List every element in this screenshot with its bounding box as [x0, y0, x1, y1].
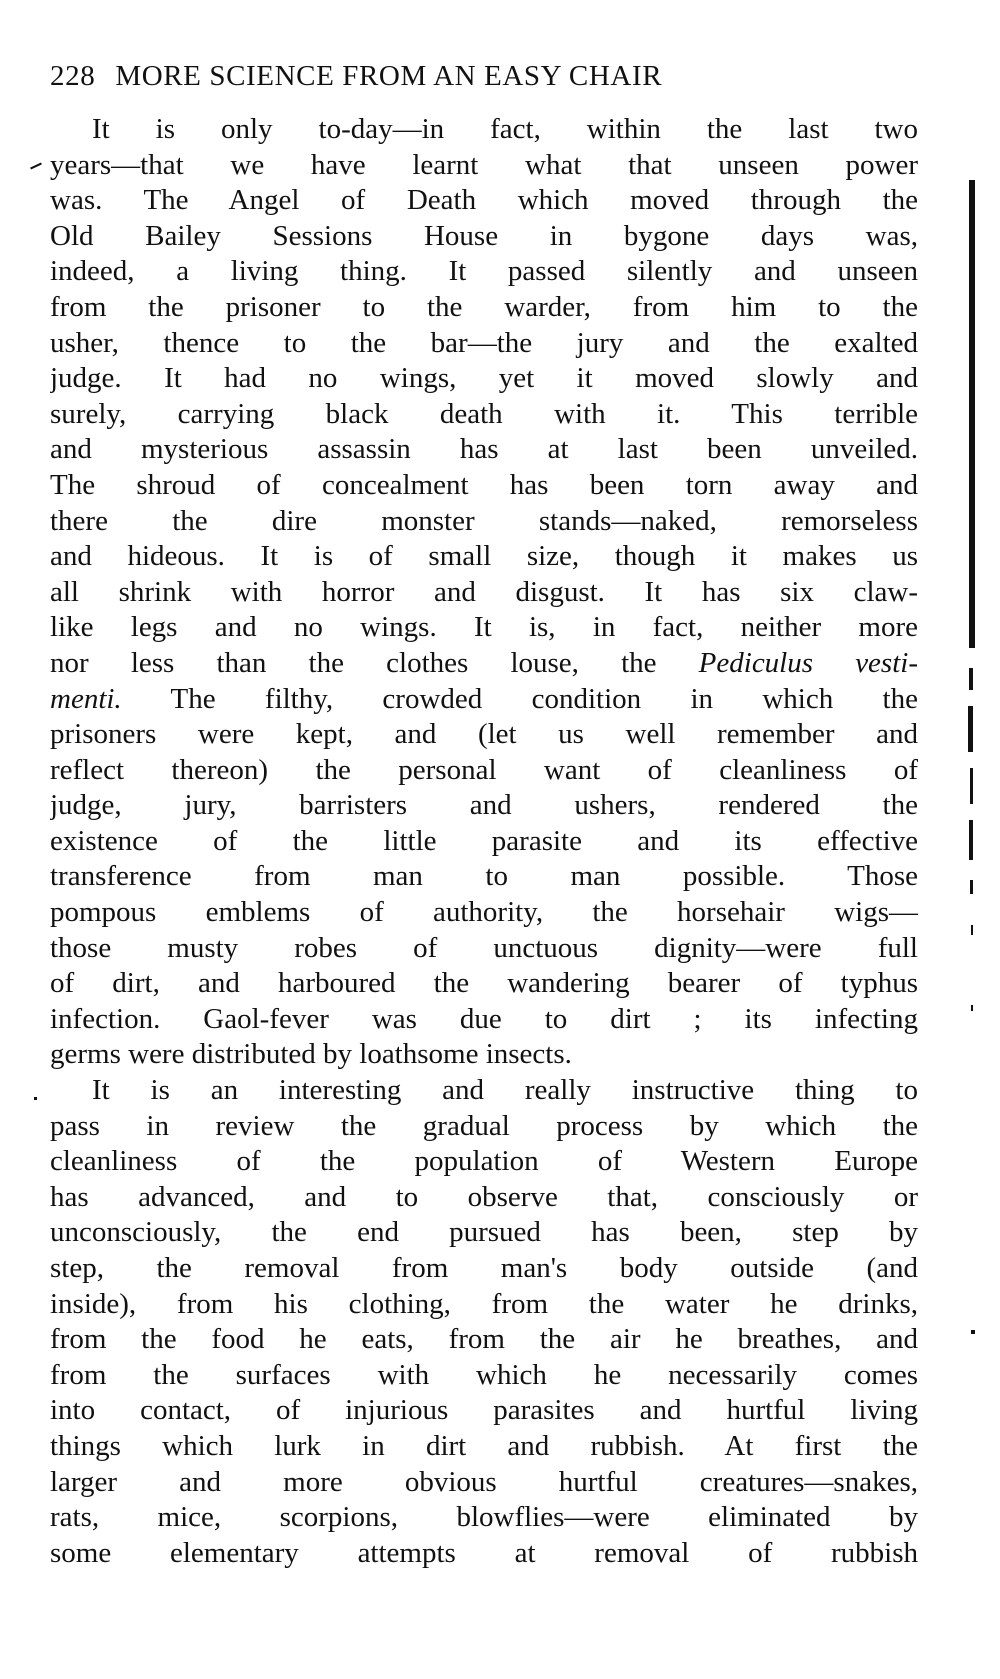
text-line: surely, carrying black death with it. This terrible [50, 397, 918, 430]
text-line: there the dire monster stands—naked, remorseless [50, 504, 918, 537]
margin-scan-mark [969, 820, 973, 860]
text-line: into contact, of injurious parasites and hurtful living [50, 1394, 918, 1427]
text-line: from the surfaces with which he necessarily comes [50, 1358, 918, 1391]
text-line: infection. Gaol-fever was due to dirt ; its infecting [50, 1002, 918, 1035]
text-line: indeed, a living thing. It passed silently and unseen [50, 255, 918, 288]
margin-scan-mark [34, 1097, 37, 1100]
text-fragment: nor less than the clothes louse, the [50, 646, 699, 679]
text-line: existence of the little parasite and its effective [50, 824, 918, 857]
text-line [50, 646, 918, 682]
text-line: all shrink with horror and disgust. It has six claw- [50, 575, 918, 608]
text-line: germs were distributed by loathsome insects. [50, 1038, 572, 1071]
text-line: It is only to-day—in fact, within the last two [92, 113, 918, 145]
text-line [50, 682, 918, 718]
text-line: was. The Angel of Death which moved through the [50, 184, 918, 217]
text-line: some elementary attempts at removal of rubbish [50, 1536, 918, 1569]
text-line: from the prisoner to the warder, from him to the [50, 290, 918, 323]
text-line: and hideous. It is of small size, though it makes us [50, 540, 918, 573]
text-line: The shroud of concealment has been torn away and [50, 468, 918, 501]
text-line: of dirt, and harboured the wandering bearer of typhus [50, 967, 918, 1000]
text-line: things which lurk in dirt and rubbish. At first the [50, 1429, 918, 1462]
text-line: judge, jury, barristers and ushers, rendered the [50, 789, 918, 822]
running-header [50, 60, 918, 93]
text-line: pass in review the gradual process by which the [50, 1109, 918, 1142]
margin-scan-mark [968, 706, 973, 752]
margin-scan-mark [30, 163, 42, 170]
text-line: Old Bailey Sessions House in bygone days was, [50, 219, 918, 252]
text-line: and mysterious assassin has at last been unveiled. [50, 433, 918, 466]
running-title: MORE SCIENCE FROM AN EASY CHAIR [115, 60, 663, 92]
italic-species-name: Pediculus vesti- [698, 646, 918, 679]
text-line: has advanced, and to observe that, consciously or [50, 1180, 918, 1213]
text-line: judge. It had no wings, yet it moved slowly and [50, 362, 918, 395]
text-line: rats, mice, scorpions, blowflies—were eliminated by [50, 1501, 918, 1534]
margin-scan-mark [971, 925, 973, 935]
text-line: reflect thereon) the personal want of cleanliness of [50, 753, 918, 786]
text-line: usher, thence to the bar—the jury and the exalted [50, 326, 918, 359]
margin-scan-mark [969, 668, 973, 690]
text-line: cleanliness of the population of Western Europe [50, 1145, 918, 1178]
text-line: step, the removal from man's body outside (and [50, 1252, 918, 1284]
text-line: those musty robes of unctuous dignity—were full [50, 931, 918, 964]
text-line: inside), from his clothing, from the water he drinks, [50, 1287, 918, 1320]
text-line: years—that we have learnt what that unseen power [50, 148, 918, 181]
margin-scan-mark [970, 768, 973, 804]
text-fragment: The filthy, crowded condition in which the [121, 682, 918, 715]
text-line: larger and more obvious hurtful creatures—snakes, [50, 1465, 918, 1498]
text-line: prisoners were kept, and (let us well remember and [50, 718, 918, 751]
margin-scan-mark [971, 1005, 973, 1011]
margin-scan-mark [971, 1330, 975, 1334]
italic-species-name: menti. [50, 682, 122, 715]
text-line: transference from man to man possible. Those [50, 860, 918, 893]
page-body [50, 112, 918, 1571]
text-line: unconsciously, the end pursued has been, step by [50, 1216, 918, 1249]
text-line: pompous emblems of authority, the horsehair wigs— [50, 896, 918, 929]
margin-scan-mark [970, 880, 973, 894]
margin-scan-bar [969, 180, 975, 648]
text-line: It is an interesting and really instructive thing to [92, 1074, 918, 1107]
page-number: 228 [50, 60, 96, 92]
text-line: from the food he eats, from the air he breathes, and [50, 1323, 918, 1356]
text-line: like legs and no wings. It is, in fact, neither more [50, 611, 918, 644]
